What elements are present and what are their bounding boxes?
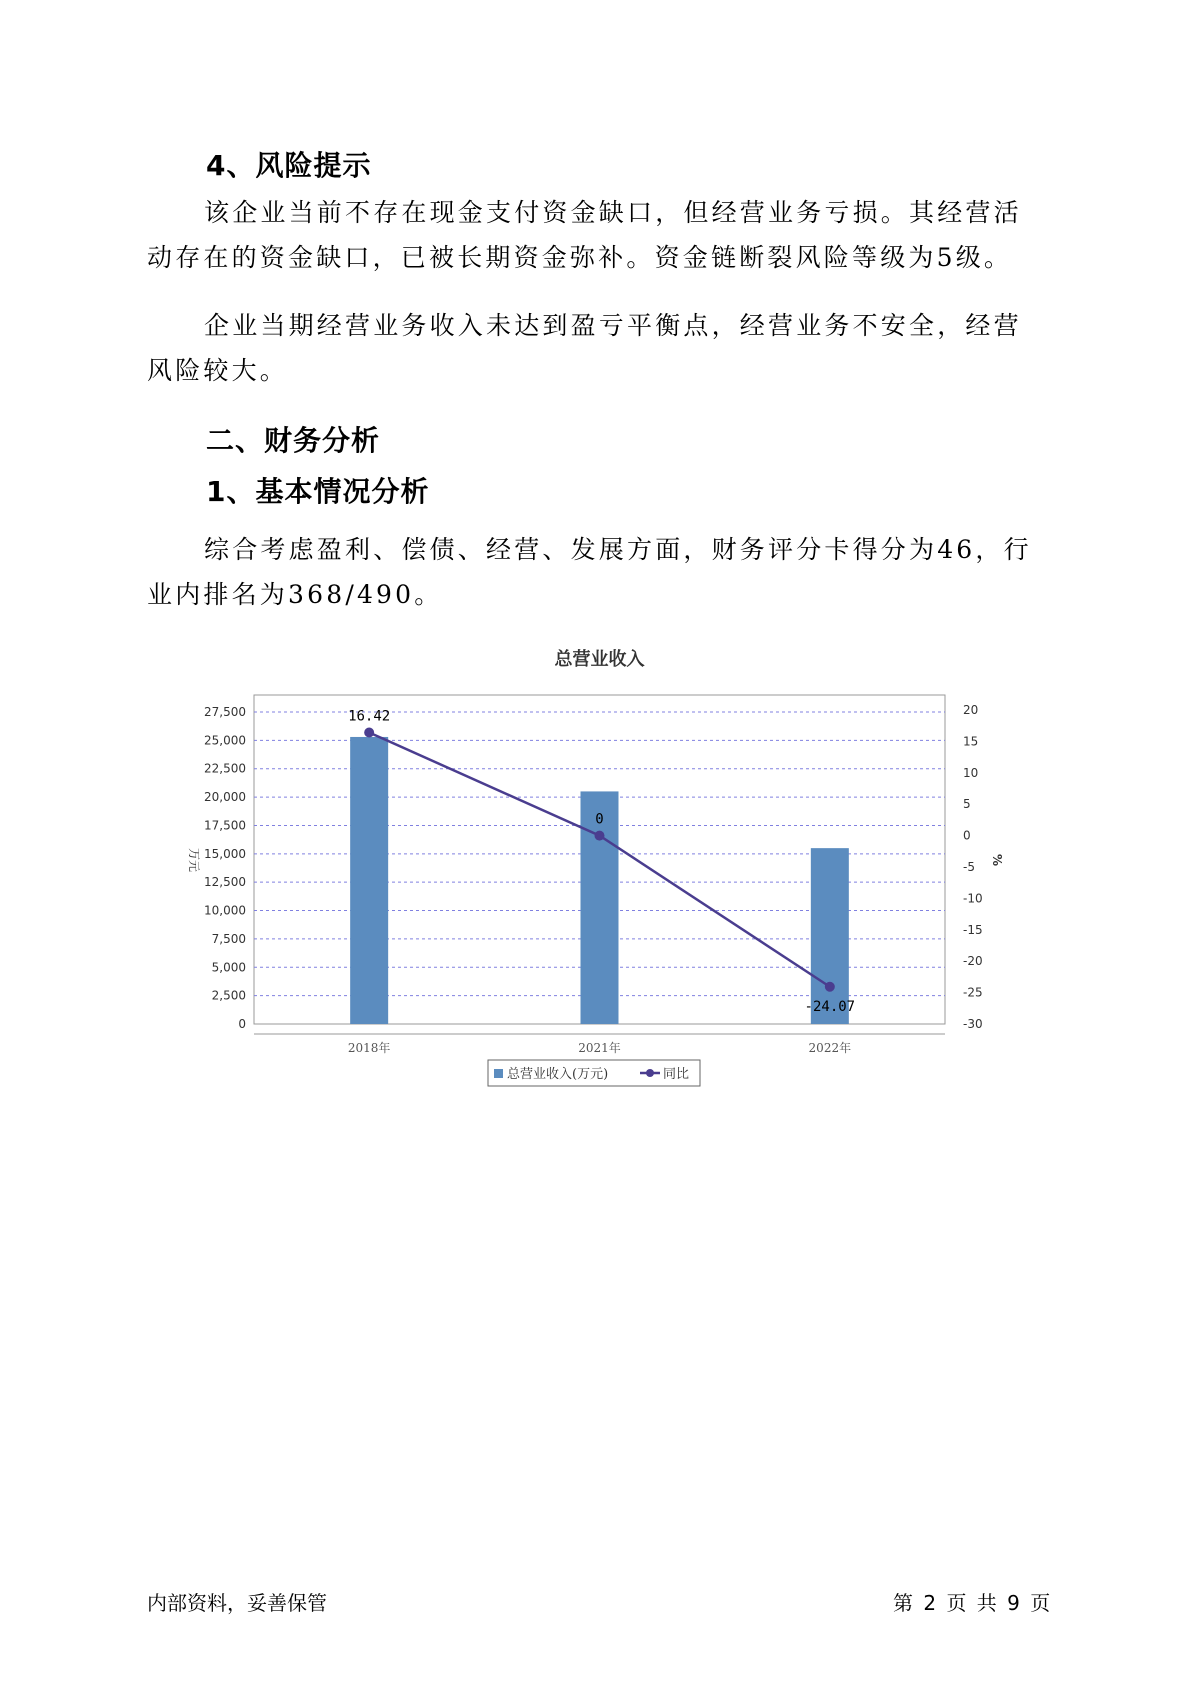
y2-tick-label: -10 — [963, 891, 983, 906]
x-tick-label: 2022年 — [808, 1041, 852, 1055]
y2-tick-label: -5 — [963, 860, 975, 874]
subsection-heading-basic: 1、基本情况分析 — [206, 475, 430, 508]
yoy-point — [825, 982, 835, 992]
section-heading-financial: 二、财务分析 — [206, 424, 381, 457]
y2-tick-label: -25 — [963, 985, 983, 1000]
yoy-data-label: 16.42 — [348, 708, 391, 725]
bar-2022年 — [811, 848, 849, 1024]
x-tick-label: 2021年 — [578, 1041, 621, 1055]
legend-bar-label: 总营业收入(万元) — [507, 1067, 609, 1082]
footer-confidential: 内部资料，妥善保管 — [147, 1591, 327, 1615]
risk-paragraph-2: 企业当期经营业务收入未达到盈亏平衡点，经营业务不安全，经营风险较大。 — [147, 311, 1022, 385]
revenue-chart — [160, 640, 1060, 1100]
chart-title: 总营业收入 — [554, 649, 645, 670]
y-tick-label: 0 — [238, 1017, 246, 1031]
yoy-point — [595, 831, 605, 841]
y2-tick-label: -30 — [963, 1017, 983, 1031]
y-tick-label: 2,500 — [211, 988, 246, 1003]
y-tick-label: 20,000 — [204, 790, 246, 805]
risk-paragraph-1: 该企业当前不存在现金支付资金缺口，但经营业务亏损。其经营活动存在的资金缺口，已被长期资金弥补。资金链断裂风险等级为5级。 — [147, 198, 1022, 272]
y-tick-label: 5,000 — [211, 960, 246, 975]
yoy-data-label: -24.07 — [804, 998, 856, 1015]
y2-tick-label: 20 — [963, 703, 979, 717]
yoy-point — [364, 727, 374, 737]
y2-axis-label: % — [990, 853, 1004, 867]
y2-tick-label: 15 — [963, 734, 979, 749]
y2-tick-label: -15 — [963, 922, 983, 937]
yoy-data-label: 0 — [595, 811, 604, 828]
legend-line-label: 同比 — [663, 1067, 690, 1082]
y-tick-label: 15,000 — [204, 846, 246, 861]
y-tick-label: 22,500 — [204, 761, 246, 776]
y-tick-label: 7,500 — [211, 931, 246, 946]
bar-2018年 — [350, 737, 388, 1024]
legend-line-marker — [646, 1069, 654, 1077]
y-tick-label: 10,000 — [204, 903, 246, 918]
y-tick-label: 25,000 — [204, 733, 246, 748]
y2-tick-label: 5 — [963, 797, 971, 812]
y2-tick-label: -20 — [963, 954, 983, 969]
basic-analysis-paragraph: 综合考虑盈利、偿债、经营、发展方面，财务评分卡得分为46，行业内排名为368/490。 — [147, 535, 1032, 609]
y-tick-label: 17,500 — [204, 818, 246, 833]
y-tick-label: 12,500 — [204, 875, 246, 890]
y-tick-label: 27,500 — [204, 705, 246, 719]
legend-bar-swatch — [494, 1069, 503, 1078]
y-axis-label: 万元 — [187, 847, 201, 873]
revenue-chart-svg — [160, 640, 1060, 1100]
y2-tick-label: 10 — [963, 765, 979, 780]
x-tick-label: 2018年 — [347, 1041, 391, 1055]
footer-page-number: 第 2 页 共 9 页 — [893, 1591, 1053, 1615]
section-heading-risk: 4、风险提示 — [206, 149, 372, 182]
y2-tick-label: 0 — [963, 828, 971, 843]
